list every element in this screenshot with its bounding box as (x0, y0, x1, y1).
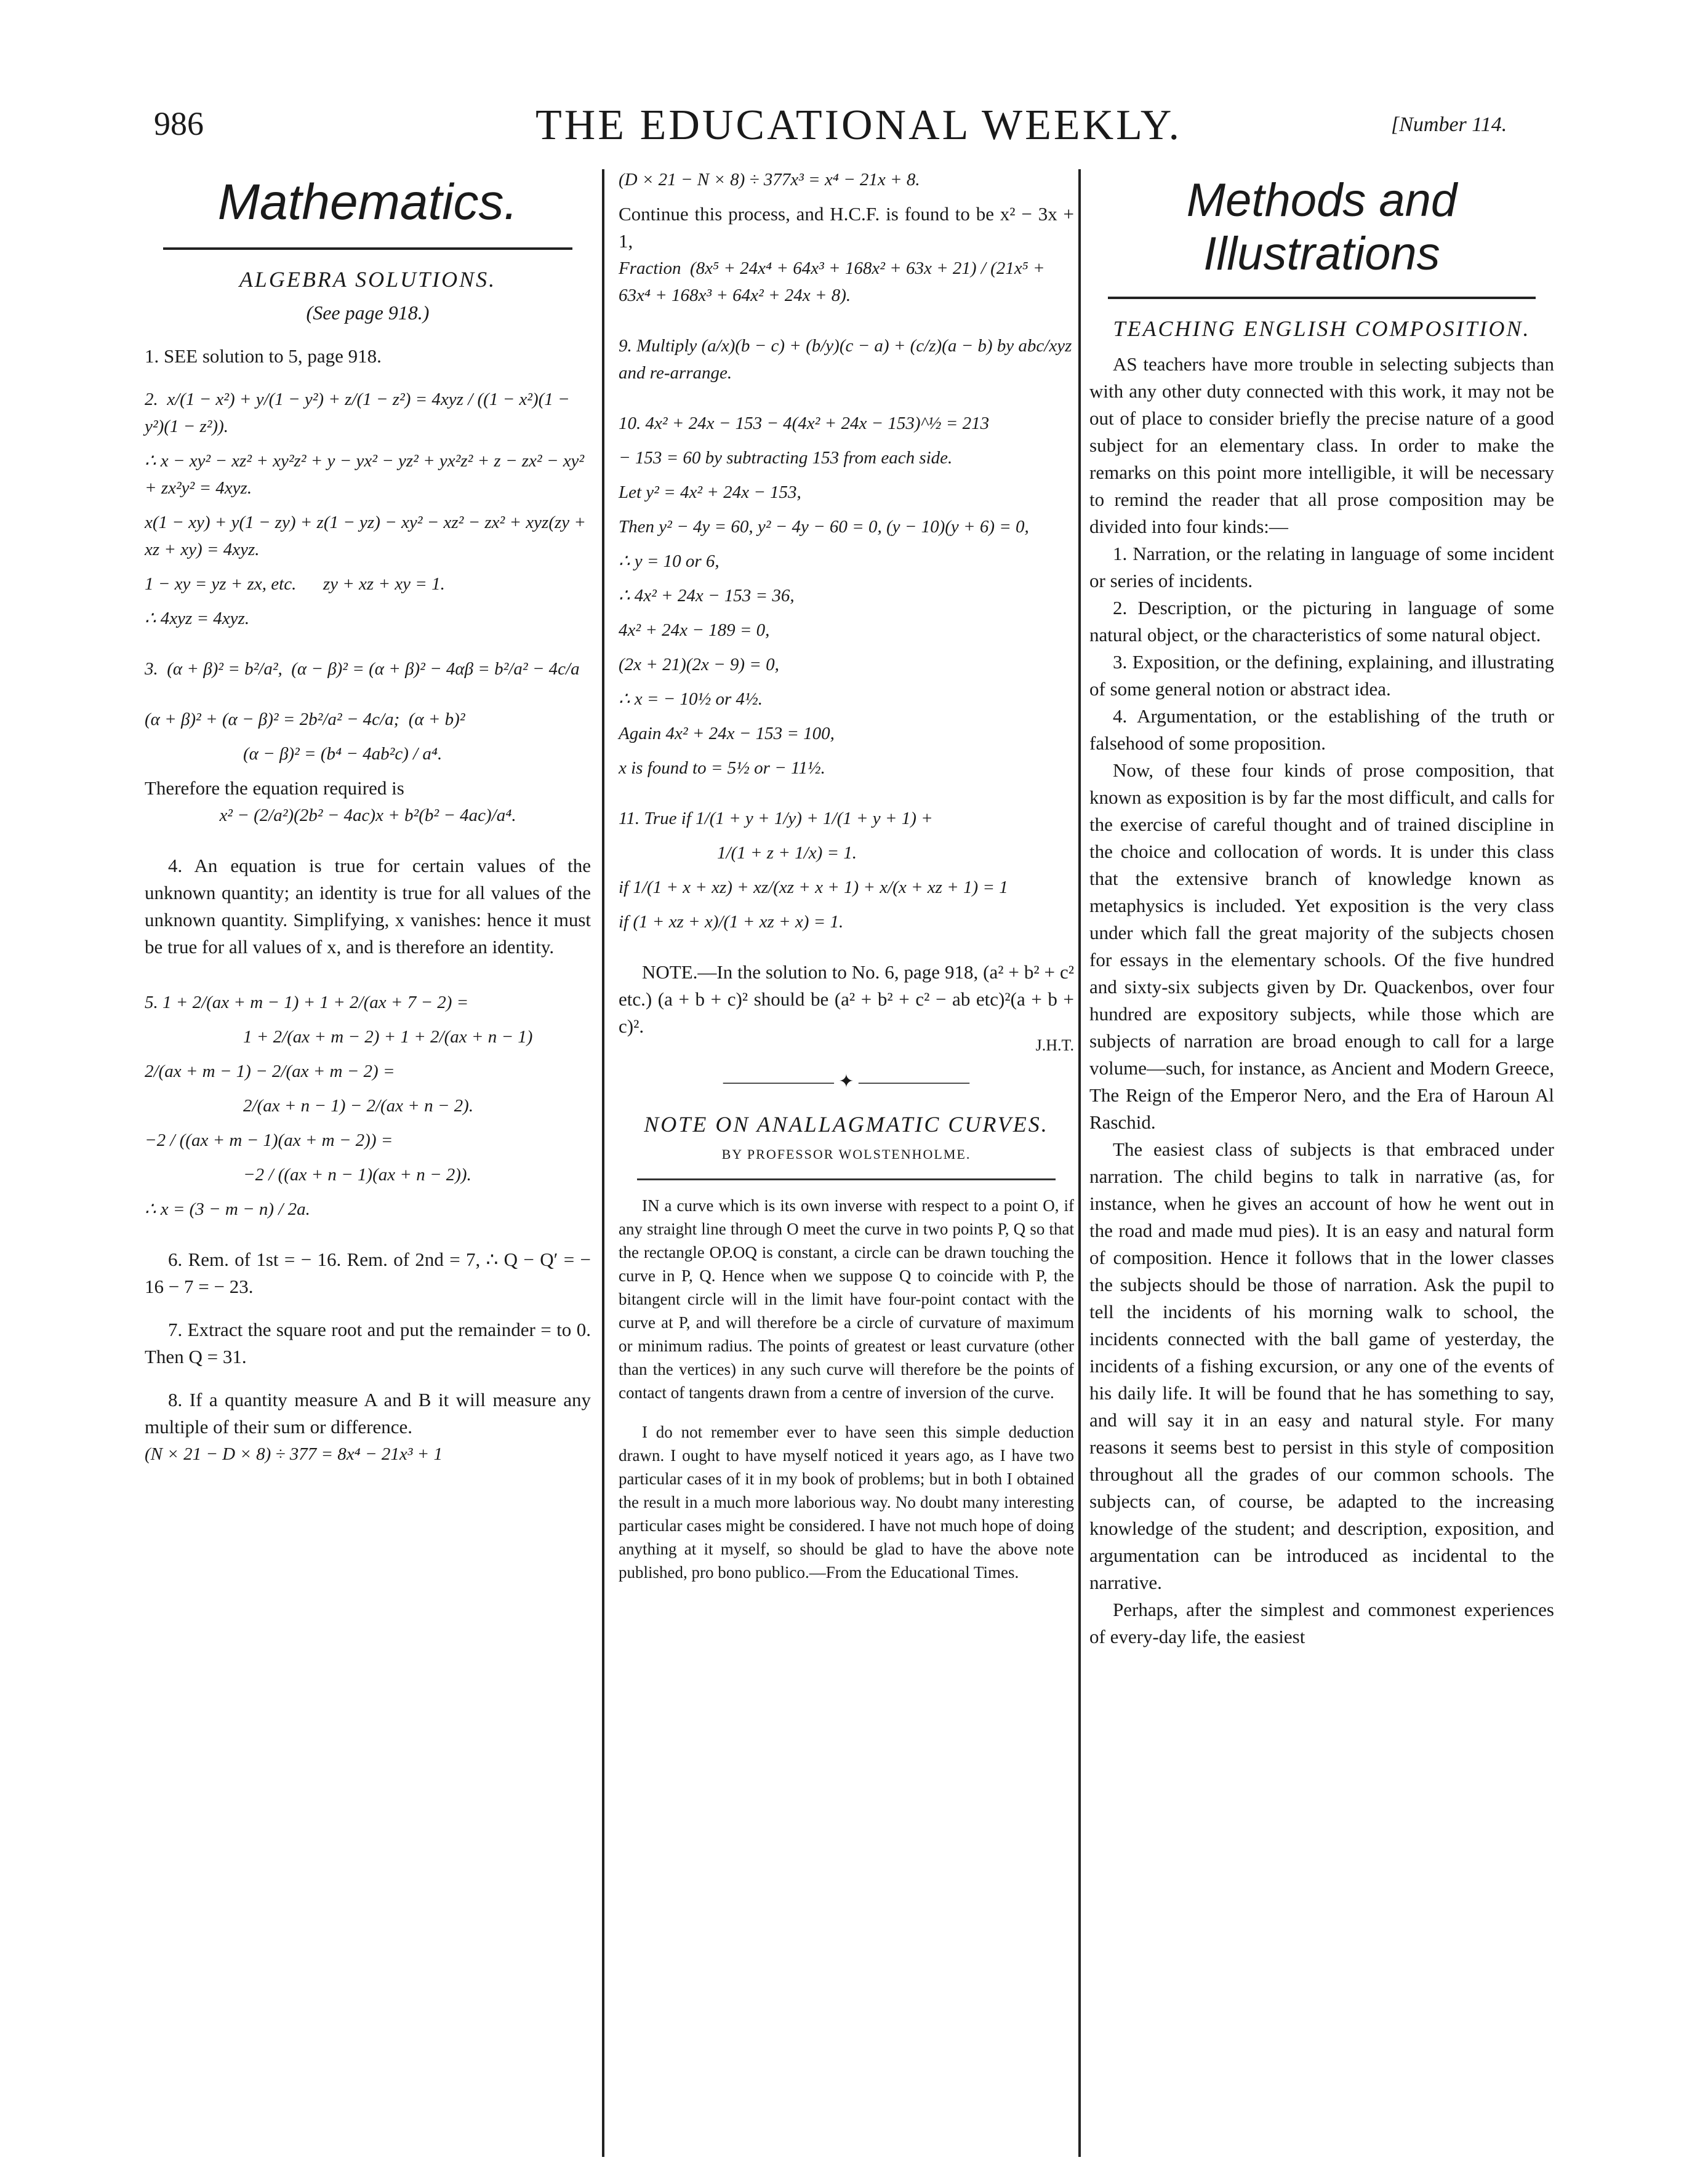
subsection-title: ALGEBRA SOLUTIONS. (239, 267, 497, 292)
column-methods (1089, 166, 1554, 2172)
article-paragraph: Perhaps, after the simplest and commonest experiences of every-day life, the easiest (1089, 1599, 1554, 1647)
column-mathematics (145, 166, 591, 2172)
journal-title: THE EDUCATIONAL WEEKLY. (535, 102, 1182, 149)
equation-line: − 153 = 60 by subtracting 153 from each side. (619, 448, 953, 468)
equation-line: x is found to = 5½ or − 11½. (619, 758, 825, 778)
section-title: Mathematics. (217, 174, 518, 230)
masthead (0, 102, 1692, 160)
solution-2: 2. x/(1 − x²) + y/(1 − y²) + z/(1 − z²) = 4xyz / ((1 − x²)(1 − y²)(1 − z²)). (145, 390, 574, 436)
section-title: Methods and Illustrations (1186, 174, 1457, 280)
list-item: 2. Description, or the picturing in language of some natural object, or the characteristics of some natural object. (1089, 597, 1554, 646)
solution-3: 3. (α + β)² = b²/a², (α − β)² = (α + β)² − 4αβ = b²/a² − 4c/a (145, 659, 580, 679)
column-divider (1078, 169, 1081, 2157)
ornament-divider: —————— ✦ —————— (723, 1071, 970, 1092)
solution-9: 9. Multiply (a/x)(b − c) + (b/y)(c − a) + (c/z)(a − b) by abc/xyz and re-arrange. (619, 336, 1077, 383)
equation-line: 2/(ax + n − 1) − 2/(ax + n − 2). (243, 1096, 474, 1116)
equation-line: (α − β)² = (b⁴ − 4ab²c) / a⁴. (243, 744, 443, 764)
equation-line: 4x² + 24x − 189 = 0, (619, 620, 770, 640)
equation-line: −2 / ((ax + n − 1)(ax + n − 2)). (243, 1165, 471, 1185)
equation-line: Fraction (8x⁵ + 24x⁴ + 64x³ + 168x² + 63x + 21) / (21x⁵ + 63x⁴ + 168x³ + 64x² + 24x + 8). (619, 258, 1049, 305)
divider (163, 247, 572, 250)
equation-line: (α + β)² + (α − β)² = 2b²/a² − 4c/a; (α + b)² (145, 710, 465, 729)
equation-line: ∴ x = (3 − m − n) / 2a. (145, 1199, 310, 1219)
article-paragraph: I do not remember ever to have seen this simple deduction drawn. I ought to have myself noticed it years ago, as I have two particular cases of it in my book of problems; but in both I obtained the result in a much more laborious way. No doubt many interesting particular cases might be considered. I have not much hope of doing anything at it myself, so should be glad to have the above note published, pro bono publico.—From the Educational Times. (619, 1423, 1074, 1582)
equation-line: ∴ 4xyz = 4xyz. (145, 609, 250, 628)
cross-reference: (See page 918.) (306, 302, 430, 324)
solution-7: 7. Extract the square root and put the remainder = to 0. Then Q = 31. (145, 1319, 591, 1367)
column-divider (602, 169, 604, 2157)
article-paragraph: The easiest class of subjects is that embraced under narration. The child begins to talk in narrative (as, for instance, when he gives an account of how he went out in the road and made mud pies). It is an easy and natural form of composition. Hence it follows that in the lower classes the subjects should be those of narration. Ask the pupil to tell the incidents of his morning walk to school, the incidents connected with the ball game of yesterday, the incidents of a fishing excursion, or any one of the events of his daily life. It will be found that he has something to say, and will say it in an easy and natural style. For many reasons it seems best to persist in this style of composition throughout all the grades of our common schools. The subjects can, of course, be adapted to the increasing knowledge of the student; and description, exposition, and argumentation can be introduced as incidental to the narrative. (1089, 1138, 1554, 1593)
equation-line: 1/(1 + z + 1/x) = 1. (717, 843, 857, 863)
equation-line: 1 + 2/(ax + m − 2) + 1 + 2/(ax + n − 1) (243, 1027, 533, 1047)
text-line: Continue this process, and H.C.F. is found to be x² − 3x + 1, (619, 203, 1074, 252)
equation-line: Then y² − 4y = 60, y² − 4y − 60 = 0, (y − 10)(y + 6) = 0, (619, 517, 1029, 537)
column-solutions-continued (619, 166, 1077, 2172)
equation-line: −2 / ((ax + m − 1)(ax + m − 2)) = (145, 1130, 393, 1150)
equation-line: ∴ y = 10 or 6, (619, 551, 720, 571)
equation-line: Let y² = 4x² + 24x − 153, (619, 482, 801, 502)
note-signature: J.H.T. (1035, 1036, 1074, 1054)
text-line: Therefore the equation required is (145, 777, 404, 799)
article-paragraph: IN a curve which is its own inverse with respect to a point O, if any straight line through O meet the curve in two points P, Q so that the rectangle OP.OQ is constant, a circle can be drawn touching the curve in P, Q. Hence when we suppose Q to coincide with P, the bitangent circle will in the limit have four-point contact with the curve at P, and will therefore be a circle of curvature of maximum or minimum radius. The points of greatest or least curvature (other than the vertices) in any such curve will therefore be the points of contact of tangents drawn from a centre of inversion of the curve. (619, 1196, 1074, 1402)
article-byline: BY PROFESSOR WOLSTENHOLME. (721, 1146, 971, 1162)
article-paragraph: Now, of these four kinds of prose composition, that known as exposition is by far the most difficult, and calls for the exercise of careful thought and of trained discipline in the choice and collocation of words. It is under this class that the extensive branch of knowledge known as metaphysics is included. Yet exposition is the very class under which fall the great majority of the subjects chosen for essays in the elementary schools. Of the five hundred and sixty-six subjects given by Dr. Quackenbos, over four hundred are expository subjects, while those which are subjects of narration are broad enough to call for a large volume—such, for instance, as Ancient and Modern Greece, The Reign of the Emperor Nero, and the Era of Haroun Al Raschid. (1089, 759, 1554, 1133)
equation-line: ∴ 4x² + 24x − 153 = 36, (619, 586, 795, 606)
equation-line: 1 − xy = yz + zx, etc. zy + xz + xy = 1. (145, 574, 445, 594)
equation-line: x(1 − xy) + y(1 − zy) + z(1 − yz) − xy² − xz² − zx² + xyz(zy + xz + xy) = 4xyz. (145, 513, 591, 559)
solution-1: 1. SEE solution to 5, page 918. (145, 345, 382, 367)
equation-line: (D × 21 − N × 8) ÷ 377x³ = x⁴ − 21x + 8. (619, 170, 920, 190)
article-title: NOTE ON ANALLAGMATIC CURVES. (644, 1112, 1049, 1137)
equation-line: 2/(ax + m − 1) − 2/(ax + m − 2) = (145, 1062, 395, 1081)
equation-line: if (1 + xz + x)/(1 + xz + x) = 1. (619, 912, 844, 932)
list-item: 1. Narration, or the relating in language of some incident or series of incidents. (1089, 543, 1554, 591)
erratum-note: NOTE.—In the solution to No. 6, page 918, (a² + b² + c² etc.) (a + b + c)² should be (a² + b² + c² − ab etc)²(a + b + c)². (619, 961, 1074, 1037)
equation-line: (2x + 21)(2x − 9) = 0, (619, 655, 779, 674)
solution-6: 6. Rem. of 1st = − 16. Rem. of 2nd = 7, ∴ Q − Q′ = − 16 − 7 = − 23. (145, 1249, 591, 1297)
divider (637, 1178, 1056, 1180)
list-item: 4. Argumentation, or the establishing of the truth or falsehood of some proposition. (1089, 705, 1554, 754)
list-item: 3. Exposition, or the defining, explaining, and illustrating of some general notion or abstract idea. (1089, 651, 1554, 700)
article-paragraph: AS teachers have more trouble in selecting subjects than with any other duty connected with this work, it may not be out of place to consider briefly the precise nature of a good subject for an elementary class. In order to make the remarks on this point more intelligible, it will be necessary to remind the reader that all prose composition may be divided into four kinds:— (1089, 353, 1554, 537)
issue-number: [Number 114. (1391, 113, 1507, 136)
solution-8: 8. If a quantity measure A and B it will measure any multiple of their sum or difference. (145, 1389, 591, 1438)
equation-line: Again 4x² + 24x − 153 = 100, (619, 724, 835, 743)
solution-10: 10. 4x² + 24x − 153 − 4(4x² + 24x − 153)^½ = 213 (619, 414, 990, 433)
page-number: 986 (154, 105, 204, 142)
solution-4: 4. An equation is true for certain values of the unknown quantity; an identity is true for all values of the unknown quantity. Simplifying, x vanishes: hence it must be true for all values of x, and is therefore an identity. (145, 855, 591, 958)
subsection-title: TEACHING ENGLISH COMPOSITION. (1113, 316, 1531, 341)
equation-line: if 1/(1 + x + xz) + xz/(xz + x + 1) + x/(x + xz + 1) = 1 (619, 878, 1008, 897)
solution-5: 5. 1 + 2/(ax + m − 1) + 1 + 2/(ax + 7 − 2) = (145, 993, 469, 1012)
equation-line: (N × 21 − D × 8) ÷ 377 = 8x⁴ − 21x³ + 1 (145, 1444, 443, 1464)
equation-line: x² − (2/a²)(2b² − 4ac)x + b²(b² − 4ac)/a⁴. (219, 806, 516, 825)
divider (1108, 297, 1536, 299)
equation-line: ∴ x = − 10½ or 4½. (619, 689, 763, 709)
solution-11: 11. True if 1/(1 + y + 1/y) + 1/(1 + y + 1) + (619, 809, 933, 828)
equation-line: ∴ x − xy² − xz² + xy²z² + y − yx² − yz² + yx²z² + z − zx² − xy² + zx²y² = 4xyz. (145, 451, 589, 498)
